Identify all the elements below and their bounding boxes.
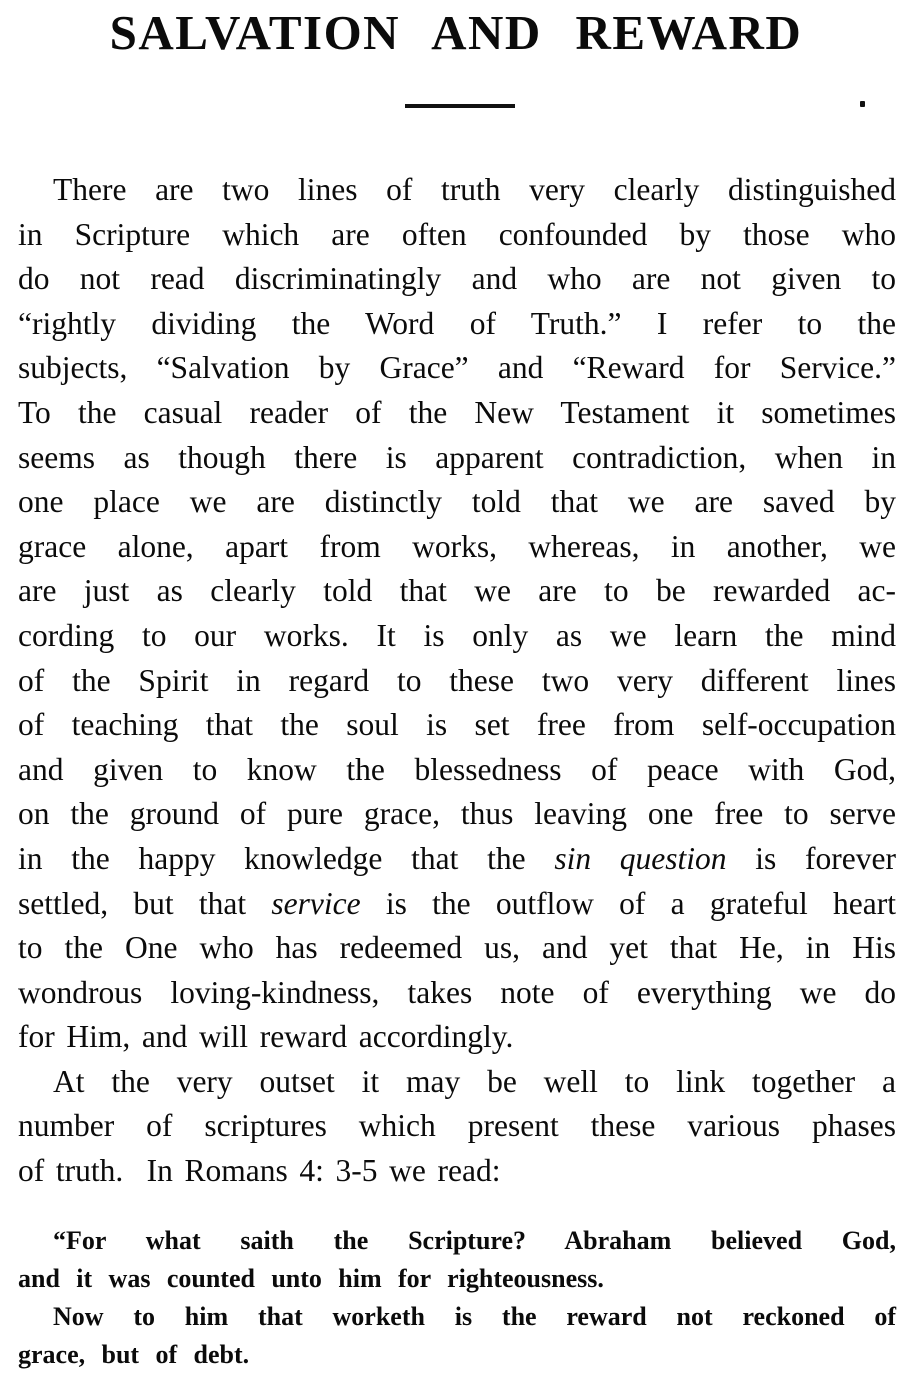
text-segment: and it was counted unto him for righteousness. [18, 1264, 604, 1293]
text-segment: is forever [726, 840, 896, 876]
text-segment: are just as clearly told that we are to be rewarded ac- [18, 573, 896, 609]
body-line [18, 882, 896, 927]
italic-text: service [271, 885, 361, 921]
body-line [18, 703, 896, 748]
scripture-quote [18, 1222, 896, 1374]
text-segment: on the ground of pure grace, thus leaving one free to serve [18, 796, 896, 832]
body-line [18, 971, 896, 1016]
body-line [18, 168, 896, 213]
body-line [18, 525, 896, 570]
body-text [18, 168, 896, 1194]
body-line [18, 213, 896, 258]
text-segment: “For what saith the Scripture? Abraham believed God, [53, 1226, 896, 1255]
scan-speck [860, 101, 865, 107]
text-segment: of truth. In Romans 4: 3-5 we read: [18, 1153, 501, 1189]
text-segment: “rightly dividing the Word of Truth.” I refer to the [18, 305, 896, 341]
text-segment: in Scripture which are often confounded by those who [18, 216, 896, 252]
body-line [18, 1149, 896, 1194]
body-line [18, 926, 896, 971]
text-segment: wondrous loving-kindness, takes note of everything we do [18, 974, 896, 1010]
text-segment: Now to him that worketh is the reward not reckoned of [53, 1302, 896, 1331]
body-line [18, 302, 896, 347]
text-segment: in the happy knowledge that the [18, 840, 555, 876]
quote-line [18, 1298, 896, 1336]
body-line [18, 659, 896, 704]
text-segment: settled, but that [18, 885, 272, 921]
text-segment: grace, but of debt. [18, 1340, 250, 1369]
page-title: SALVATION AND REWARD [109, 5, 803, 60]
text-segment: To the casual reader of the New Testament it sometimes [18, 394, 896, 430]
italic-text: sin question [554, 840, 727, 876]
text-segment: and given to know the blessedness of peace with God, [18, 751, 896, 787]
body-line [18, 1015, 896, 1060]
text-segment: seems as though there is apparent contradiction, when in [18, 439, 896, 475]
body-line [18, 346, 896, 391]
body-line [18, 480, 896, 525]
text-segment: At the very outset it may be well to link together a [53, 1063, 896, 1099]
body-line [18, 792, 896, 837]
quote-line [18, 1222, 896, 1260]
body-line [18, 837, 896, 882]
text-segment: for Him, and will reward accordingly. [18, 1019, 514, 1055]
text-segment: grace alone, apart from works, whereas, in another, we [18, 528, 896, 564]
body-line [18, 748, 896, 793]
text-segment: to the One who has redeemed us, and yet that He, in His [18, 930, 896, 966]
text-segment: of teaching that the soul is set free from self-occupation [18, 707, 896, 743]
text-segment: one place we are distinctly told that we are saved by [18, 484, 896, 520]
title-divider [405, 104, 515, 108]
quote-line [18, 1336, 896, 1374]
body-line [18, 569, 896, 614]
text-segment: of the Spirit in regard to these two very different lines [18, 662, 896, 698]
text-segment: do not read discriminatingly and who are not given to [18, 261, 896, 297]
body-line [18, 257, 896, 302]
text-segment: subjects, “Salvation by Grace” and “Reward for Service.” [18, 350, 896, 386]
text-segment: There are two lines of truth very clearly distinguished [53, 172, 896, 207]
text-segment: number of scriptures which present these various phases [18, 1108, 896, 1144]
quote-line [18, 1260, 896, 1298]
text-segment: is the outflow of a grateful heart [360, 885, 896, 921]
body-line [18, 391, 896, 436]
body-line [18, 436, 896, 481]
body-line [18, 614, 896, 659]
body-line [18, 1060, 896, 1105]
body-line [18, 1104, 896, 1149]
text-segment: cording to our works. It is only as we learn the mind [18, 617, 896, 653]
